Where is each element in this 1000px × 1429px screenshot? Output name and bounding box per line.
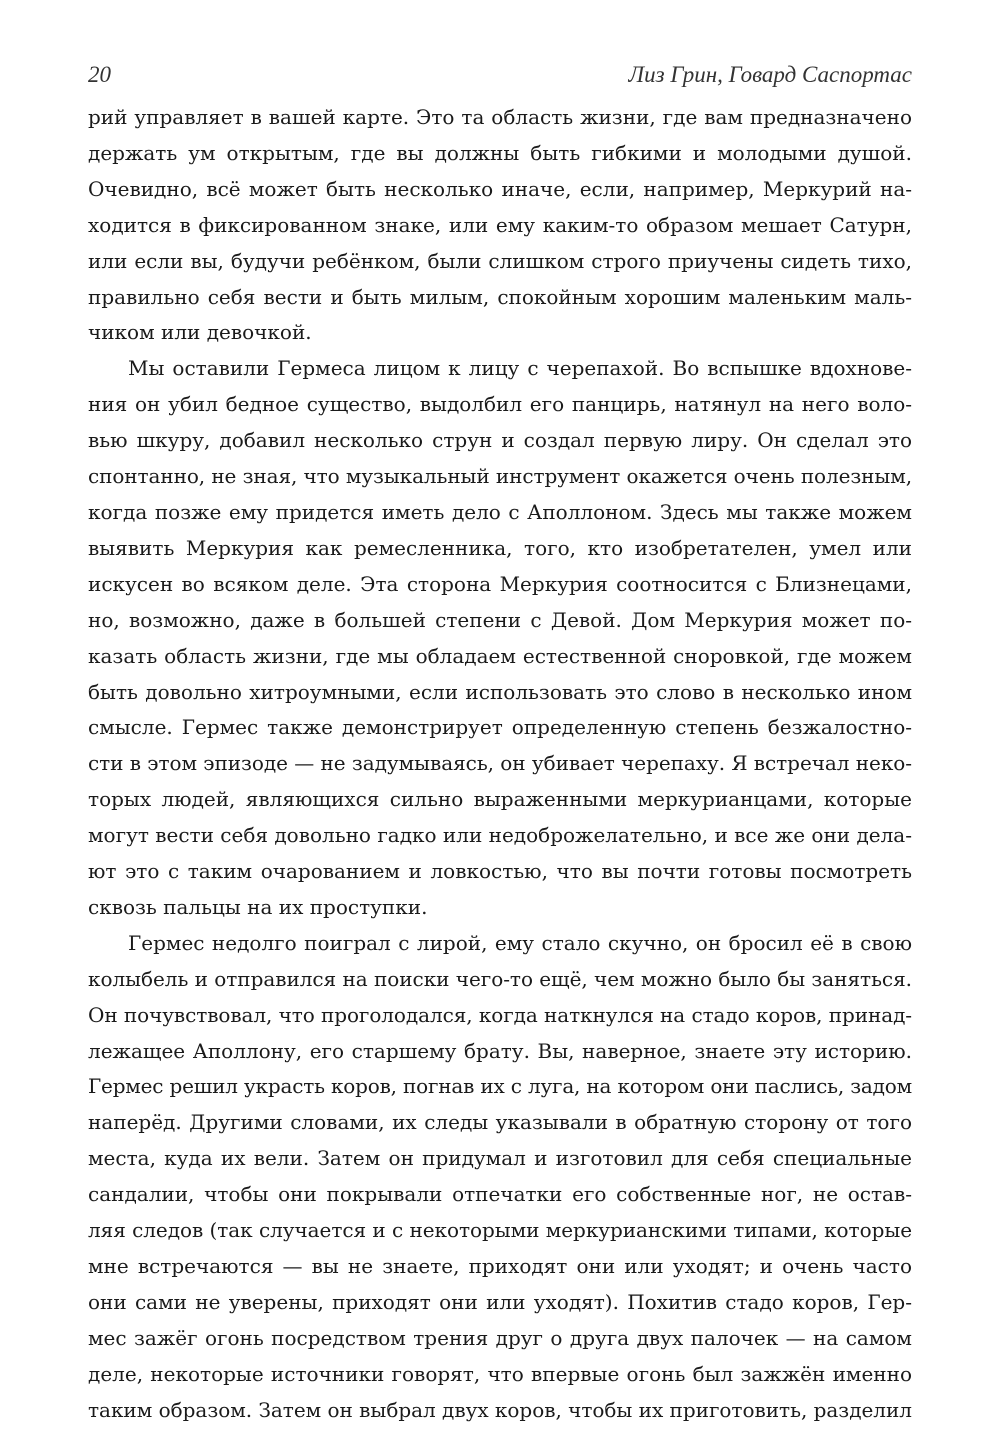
text-line: искусен во всяком деле. Эта сторона Меркурия соотносится с Близнецами, bbox=[88, 571, 912, 596]
text-line: сандалии, чтобы они покрывали отпечатки его собственные ног, не остав- bbox=[88, 1182, 912, 1207]
text-line: Он почувствовал, что проголодался, когда наткнулся на стадо коров, принад- bbox=[88, 1002, 912, 1027]
body-text bbox=[88, 100, 912, 1429]
text-line: мне встречаются — вы не знаете, приходят они или уходят; и очень часто bbox=[88, 1254, 912, 1278]
text-line: ходится в фиксированном знаке, или ему каким-то образом мешает Сатурн, bbox=[88, 212, 912, 237]
paragraph bbox=[88, 351, 912, 926]
text-line: чиком или девочкой. bbox=[88, 320, 312, 345]
text-line: но, возможно, даже в большей степени с Девой. Дом Меркурия может по- bbox=[88, 607, 912, 632]
text-line: сквозь пальцы на их проступки. bbox=[88, 894, 428, 919]
text-line: быть довольно хитроумными, если использовать это слово в несколько ином bbox=[88, 679, 912, 704]
text-line: ния он убил бедное существо, выдолбил его панцирь, натянул на него воло- bbox=[88, 392, 912, 417]
text-line: места, куда их вели. Затем он придумал и изготовил для себя специальные bbox=[88, 1146, 912, 1171]
text-line: смысле. Гермес также демонстрирует определенную степень безжалостно- bbox=[88, 715, 912, 740]
page-number: 20 bbox=[88, 62, 111, 87]
text-line: ют это с таким очарованием и ловкостью, что вы почти готовы посмотреть bbox=[88, 859, 912, 884]
text-line: могут вести себя довольно гадко или недоброжелательно, и все же они дела- bbox=[88, 823, 912, 848]
text-line: лежащее Аполлону, его старшему брату. Вы, наверное, знаете эту историю. bbox=[88, 1038, 912, 1063]
paragraph bbox=[88, 926, 912, 1429]
text-line: мес зажёг огонь посредством трения друг о друга двух палочек — на самом bbox=[88, 1325, 912, 1350]
text-line: сти в этом эпизоде — не задумываясь, он убивает черепаху. Я встречал неко- bbox=[88, 751, 912, 776]
text-line: держать ум открытым, где вы должны быть гибкими и молодыми душой. bbox=[88, 140, 912, 165]
text-line: деле, некоторые источники говорят, что впервые огонь был зажжён именно bbox=[88, 1361, 912, 1386]
text-line: Очевидно, всё может быть несколько иначе, если, например, Меркурий на- bbox=[88, 176, 912, 201]
paragraph bbox=[88, 100, 912, 351]
text-line: таким образом. Затем он выбрал двух коров, чтобы их приготовить, разделил bbox=[88, 1397, 912, 1422]
text-line: выявить Меркурия как ремесленника, того, кто изобретателен, умел или bbox=[88, 535, 912, 560]
text-line: ляя следов (так случается и с некоторыми меркурианскими типами, которые bbox=[88, 1218, 912, 1243]
text-line: когда позже ему придется иметь дело с Аполлоном. Здесь мы также можем bbox=[88, 499, 912, 524]
text-line: колыбель и отправился на поиски чего-то ещё, чем можно было бы заняться. bbox=[88, 966, 912, 991]
text-line: рий управляет в вашей карте. Это та область жизни, где вам предназначено bbox=[88, 105, 912, 129]
text-line: вью шкуру, добавил несколько струн и создал первую лиру. Он сделал это bbox=[88, 428, 912, 453]
text-line: наперёд. Другими словами, их следы указывали в обратную сторону от того bbox=[88, 1110, 912, 1135]
text-line: Гермес решил украсть коров, погнав их с луга, на котором они паслись, задом bbox=[88, 1074, 912, 1099]
text-line: спонтанно, не зная, что музыкальный инструмент окажется очень полезным, bbox=[88, 464, 912, 489]
text-line: торых людей, являющихся сильно выраженными меркурианцами, которые bbox=[88, 787, 912, 812]
running-title: Лиз Грин, Говард Саспортас bbox=[628, 62, 912, 87]
text-line: или если вы, будучи ребёнком, были слишком строго приучены сидеть тихо, bbox=[88, 248, 912, 273]
text-line: правильно себя вести и быть милым, спокойным хорошим маленьким маль- bbox=[88, 284, 912, 309]
text-line: Мы оставили Гермеса лицом к лицу с черепахой. Во вспышке вдохнове- bbox=[128, 356, 912, 381]
text-line: они сами не уверены, приходят они или уходят). Похитив стадо коров, Гер- bbox=[88, 1289, 912, 1314]
text-line: Гермес недолго поиграл с лирой, ему стало скучно, он бросил её в свою bbox=[128, 930, 912, 955]
running-head bbox=[88, 62, 912, 94]
text-line: казать область жизни, где мы обладаем естественной сноровкой, где можем bbox=[88, 643, 912, 668]
